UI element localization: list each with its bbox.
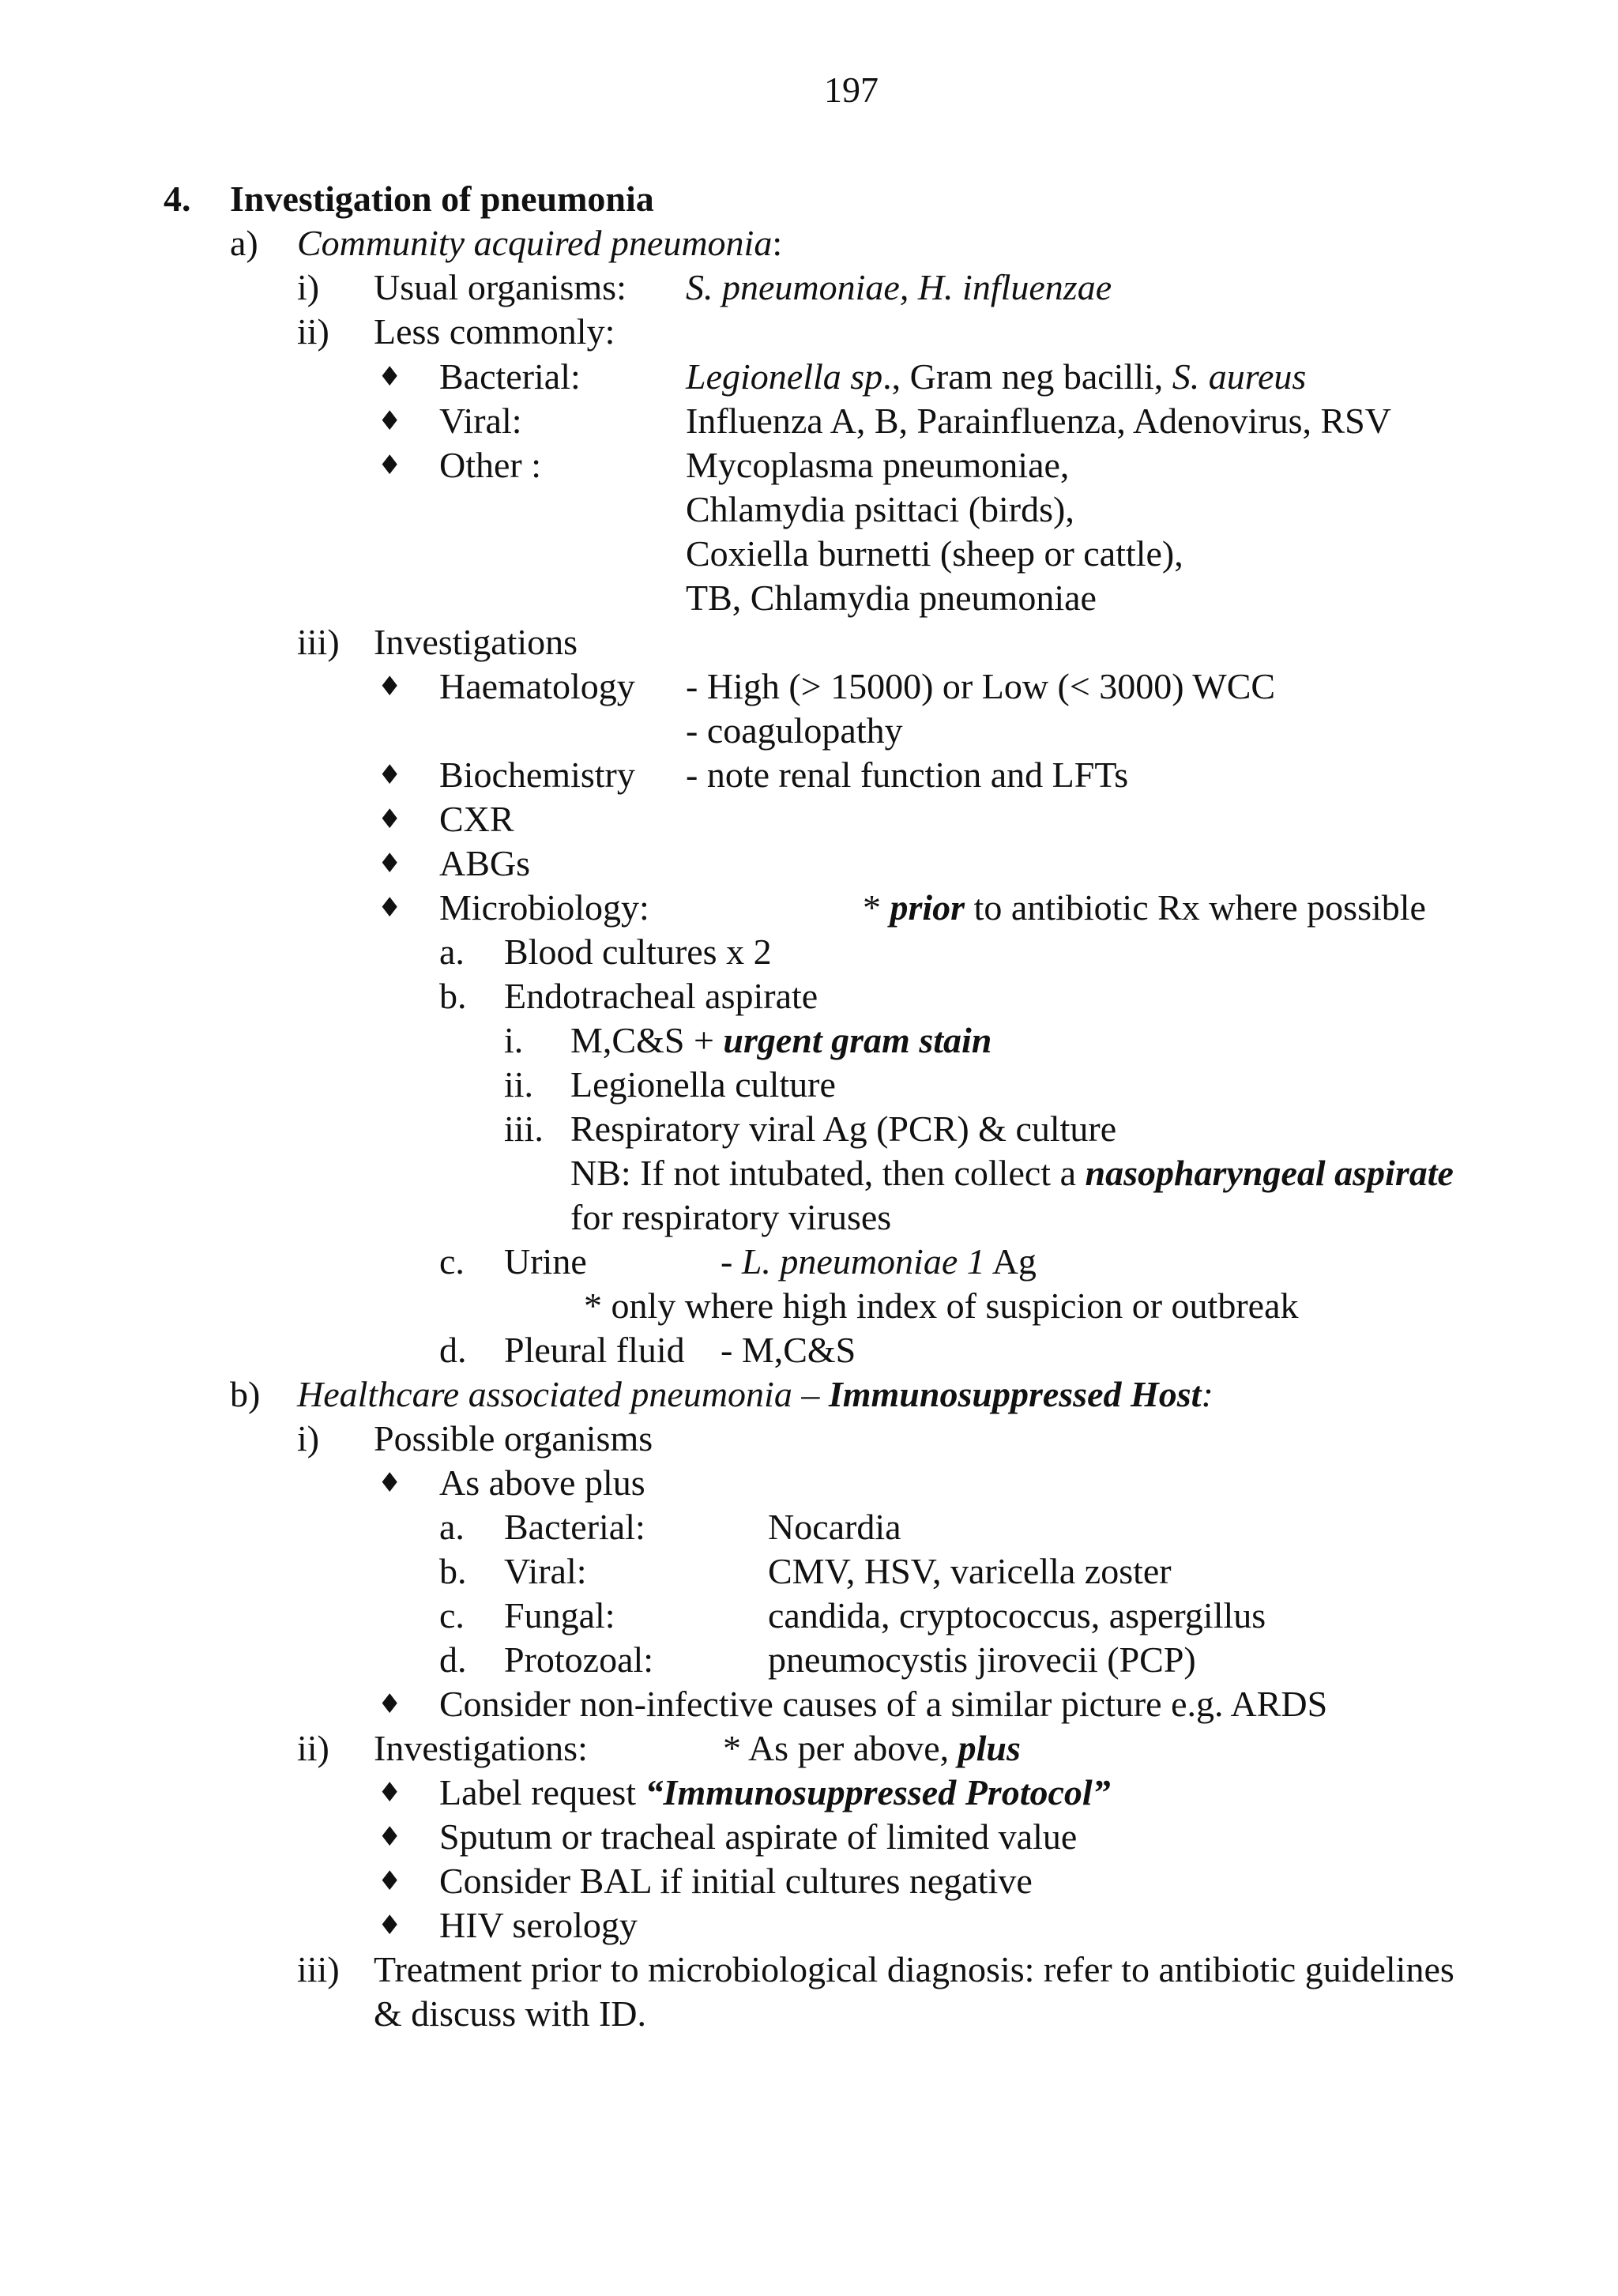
organism-label: b. (439, 1551, 467, 1591)
haematology-line: - coagulopathy (686, 710, 903, 751)
a-i-text: Usual organisms: (374, 267, 627, 307)
microbiology-term: Microbiology: (439, 887, 649, 928)
micro-d-term: Pleural fluid (504, 1330, 685, 1370)
bullet-icon: ♦ (378, 671, 402, 702)
bullet-icon: ♦ (378, 1688, 402, 1720)
organism-label: d. (439, 1639, 467, 1680)
micro-b-i-label: i. (504, 1020, 524, 1060)
section-title: Investigation of pneumonia (230, 179, 654, 219)
biochemistry-value: - note renal function and LFTs (686, 755, 1129, 795)
a-ii-text: Less commonly: (374, 311, 615, 352)
bullet-icon: ♦ (378, 405, 402, 437)
biochemistry-term: Biochemistry (439, 755, 635, 795)
bacterial-term: Bacterial: (439, 356, 581, 397)
organism-term: Protozoal: (504, 1639, 654, 1680)
b-iii-line: & discuss with ID. (374, 1993, 646, 2034)
microbiology-note: * prior to antibiotic Rx where possible (863, 887, 1426, 928)
as-above: As above plus (439, 1462, 645, 1503)
part-a-colon: : (772, 223, 783, 263)
micro-b-i-text: M,C&S + urgent gram stain (570, 1020, 992, 1060)
part-a-heading (297, 221, 782, 265)
a-ii-label: ii) (297, 311, 329, 352)
micro-b-ii-label: ii. (504, 1064, 534, 1105)
other-line: Coxiella burnetti (sheep or cattle), (686, 533, 1183, 574)
organism-value: candida, cryptococcus, aspergillus (768, 1595, 1266, 1635)
viral-value: Influenza A, B, Parainfluenza, Adenovirus, RSV (686, 401, 1391, 441)
bullet-icon: ♦ (378, 450, 402, 481)
part-b-label: b) (230, 1374, 261, 1414)
bullet-text: Sputum or tracheal aspirate of limited value (439, 1816, 1078, 1857)
micro-a-text: Blood cultures x 2 (504, 932, 772, 972)
micro-c-label: c. (439, 1241, 465, 1282)
organism-term: Bacterial: (504, 1507, 645, 1547)
micro-b-ii-text: Legionella culture (570, 1064, 836, 1105)
micro-b-iii-label: iii. (504, 1108, 544, 1149)
part-a-title: Community acquired pneumonia (297, 223, 773, 263)
bacterial-value: Legionella sp., Gram neg bacilli, S. aureus (686, 356, 1307, 397)
bullet-icon: ♦ (378, 1467, 402, 1499)
part-a-label: a) (230, 223, 258, 263)
micro-d-label: d. (439, 1330, 467, 1370)
bullet-icon: ♦ (378, 1865, 402, 1897)
bullet-icon: ♦ (378, 361, 402, 393)
micro-c-term: Urine (504, 1241, 587, 1282)
bullet-icon: ♦ (378, 1910, 402, 1941)
a-i-label: i) (297, 267, 320, 307)
abgs: ABGs (439, 843, 531, 883)
consider-note: Consider non-infective causes of a similar picture e.g. ARDS (439, 1684, 1328, 1724)
bullet-icon: ♦ (378, 759, 402, 791)
b-ii-text: Investigations: (374, 1728, 588, 1768)
other-line: TB, Chlamydia pneumoniae (686, 578, 1097, 618)
label-request: Label request “Immunosuppressed Protocol” (439, 1772, 1111, 1812)
b-ii-note: * As per above, plus (723, 1728, 1021, 1768)
b-i-text: Possible organisms (374, 1418, 653, 1459)
nb-note-continued: for respiratory viruses (570, 1197, 892, 1237)
organism-label: c. (439, 1595, 465, 1635)
micro-c-note: * only where high index of suspicion or outbreak (584, 1285, 1299, 1326)
micro-b-iii-text: Respiratory viral Ag (PCR) & culture (570, 1108, 1117, 1149)
b-iii-line: Treatment prior to microbiological diagnosis: refer to antibiotic guidelines (374, 1949, 1454, 1989)
section-number: 4. (164, 179, 191, 219)
micro-d-value: - M,C&S (721, 1330, 856, 1370)
a-i-organisms: S. pneumoniae, H. influenzae (686, 267, 1112, 307)
other-line: Mycoplasma pneumoniae, (686, 445, 1070, 485)
a-iii-label: iii) (297, 622, 340, 662)
bullet-icon: ♦ (378, 848, 402, 879)
micro-b-label: b. (439, 976, 467, 1016)
organism-label: a. (439, 1507, 465, 1547)
organism-value: pneumocystis jirovecii (PCP) (768, 1639, 1196, 1680)
b-iii-label: iii) (297, 1949, 340, 1989)
bullet-icon: ♦ (378, 804, 402, 835)
bullet-icon: ♦ (378, 1821, 402, 1853)
micro-b-text: Endotracheal aspirate (504, 976, 818, 1016)
b-ii-label: ii) (297, 1728, 329, 1768)
micro-a-label: a. (439, 932, 465, 972)
nb-note: NB: If not intubated, then collect a nasopharyngeal aspirate (570, 1153, 1454, 1193)
organism-value: CMV, HSV, varicella zoster (768, 1551, 1172, 1591)
haematology-term: Haematology (439, 666, 635, 706)
bullet-icon: ♦ (378, 1777, 402, 1809)
a-iii-text: Investigations (374, 622, 578, 662)
micro-c-value: - L. pneumoniae 1 Ag (721, 1241, 1037, 1282)
organism-term: Fungal: (504, 1595, 615, 1635)
bullet-text: HIV serology (439, 1905, 638, 1945)
page-number: 197 (824, 70, 879, 110)
viral-term: Viral: (439, 401, 522, 441)
part-b-heading: Healthcare associated pneumonia – Immunosuppressed Host: (297, 1374, 1214, 1414)
other-term: Other : (439, 445, 542, 485)
bullet-icon: ♦ (378, 892, 402, 924)
organism-term: Viral: (504, 1551, 587, 1591)
other-line: Chlamydia psittaci (birds), (686, 489, 1074, 529)
haematology-line: - High (> 15000) or Low (< 3000) WCC (686, 666, 1276, 706)
organism-value: Nocardia (768, 1507, 901, 1547)
b-i-label: i) (297, 1418, 320, 1459)
bullet-text: Consider BAL if initial cultures negative (439, 1861, 1033, 1901)
cxr: CXR (439, 799, 514, 839)
